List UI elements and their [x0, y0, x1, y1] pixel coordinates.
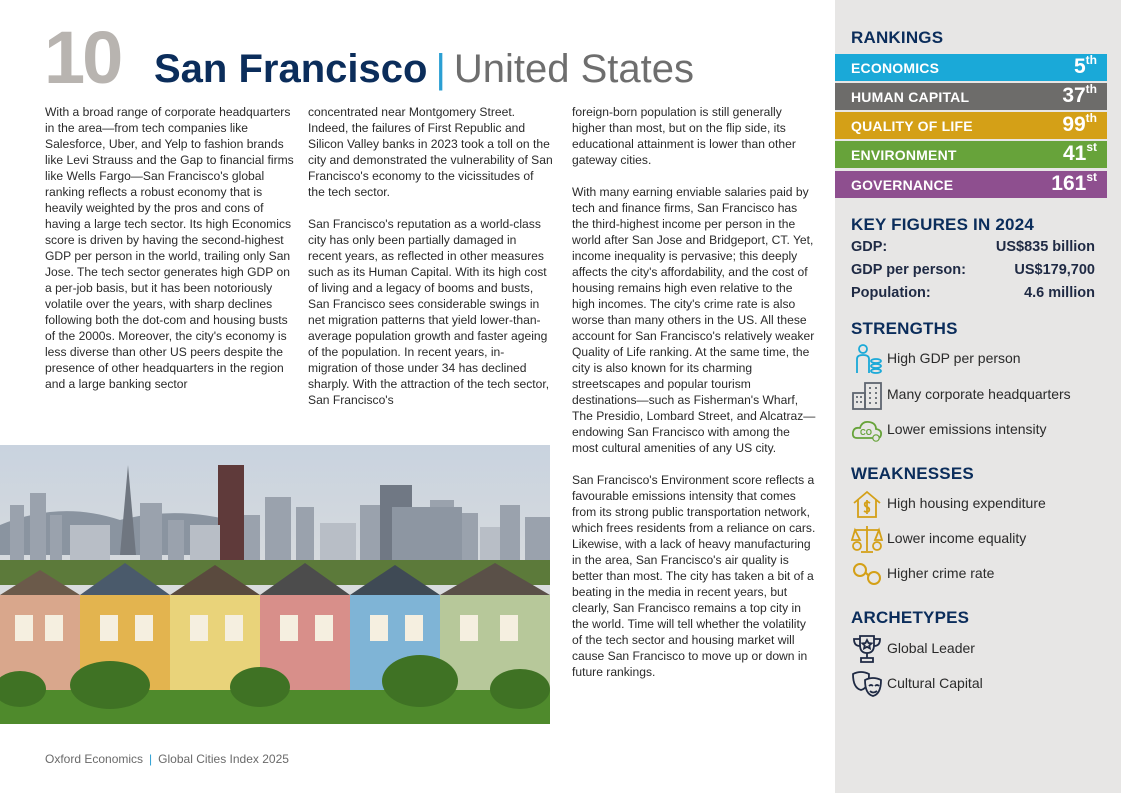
key-figure-population — [851, 285, 1095, 307]
key-figure-gdp-per-person — [851, 262, 1095, 284]
key-figures-heading: KEY FIGURES IN 2024 — [851, 215, 1034, 234]
country-name: United States — [453, 47, 694, 91]
paragraph: foreign-born population is still generally higher than most, but on the flip side, its educational attainment is lower than other gateway cities. — [572, 105, 796, 167]
person-coins-icon — [851, 343, 883, 375]
text-column-3 — [572, 104, 817, 696]
key-figure-value: US$179,700 — [1014, 262, 1095, 278]
title-separator: | — [435, 47, 446, 91]
ranking-label: GOVERNANCE — [851, 177, 954, 193]
key-figure-label: GDP: — [851, 239, 888, 255]
handcuffs-icon — [851, 558, 883, 590]
text-column-1 — [45, 104, 295, 408]
strength-label: High GDP per person — [887, 350, 1021, 366]
footer-report: Global Cities Index 2025 — [158, 752, 289, 766]
footer-publisher: Oxford Economics — [45, 752, 144, 766]
ranking-value: 161st — [1051, 170, 1097, 195]
ranking-value: 41st — [1062, 140, 1097, 165]
house-dollar-icon — [851, 488, 883, 520]
ranking-row-human-capital — [835, 83, 1107, 110]
key-figure-gdp — [851, 239, 1095, 261]
ranking-row-environment — [835, 141, 1107, 168]
key-figure-label: GDP per person: — [851, 262, 966, 278]
ranking-label: ENVIRONMENT — [851, 147, 957, 163]
page-title — [154, 42, 694, 105]
strength-label: Lower emissions intensity — [887, 421, 1047, 437]
scales-icon — [851, 523, 883, 555]
weaknesses-heading: WEAKNESSES — [851, 464, 974, 483]
paragraph: San Francisco's Environment score reflects a favourable emissions intensity that comes from its strong public transportation network, which frees residents from a reliance on cars. Likewise, with a lack of heavy manufacturing in the area, San Francisco's air quality is better than most. The city has taken a bit of a beating in the media in recent years, but clearly, San Francisco remains a top city in the world. Time will tell whether the volatility of the tech sector and housing market will cause San Francisco to move up or down in future rankings. — [572, 473, 816, 679]
paragraph: concentrated near Montgomery Street. Indeed, the failures of First Republic and Silicon Valley banks in 2023 took a toll on the city and demonstrated the vulnerability of San Francisco's economy to the vicissitudes of the tech sector. — [308, 105, 553, 199]
ranking-value: 5th — [1073, 53, 1097, 78]
painted-ladies-skyline-illustration — [0, 445, 550, 724]
strength-label: Many corporate headquarters — [887, 386, 1071, 402]
svg-text:CO: CO — [860, 428, 872, 437]
ranking-label: HUMAN CAPITAL — [851, 89, 970, 105]
archetype-label: Global Leader — [887, 640, 975, 656]
weakness-label: High housing expenditure — [887, 495, 1046, 511]
page-footer — [45, 752, 289, 766]
archetype-label: Cultural Capital — [887, 675, 983, 691]
archetypes-heading: ARCHETYPES — [851, 608, 970, 627]
buildings-icon — [851, 379, 883, 411]
key-figure-value: US$835 billion — [995, 239, 1095, 255]
city-name: San Francisco — [154, 47, 428, 91]
paragraph: With a broad range of corporate headquarters in the area—from tech companies like Salesforce, Uber, and Yelp to fashion brands like Levi Strauss and the Gap to financial firms like Wells Fargo—San Francisco's global ranking reflects a robust economy that is heavily weighted by the pros and cons of having a large tech sector. Its high Economics score is driven by having the second-highest GDP per person in the world, trailing only San Jose. The tech sector generates high GDP on a per-job basis, but it has been notoriously volatile over the years, with sharp declines following both the dot-com and housing busts of the 2000s. Moreover, the city's economy is less diverse than other US peers despite the presence of other headquarters in the region and a large banking sector — [45, 105, 294, 391]
paragraph: San Francisco's reputation as a world-class city has only been partially damaged in recent years, as reflected in other measures such as its Human Capital. With its high cost of living and a legacy of booms and busts, San Francisco sees considerable swings in net migration patterns that yield lower-than-average population growth and faster ageing of the population. In recent years, in-migration of those under 34 has declined sharply. With the attraction of the tech sector, San Francisco's — [308, 217, 550, 407]
city-photo — [0, 445, 550, 724]
key-figure-label: Population: — [851, 285, 931, 301]
ranking-value: 37th — [1062, 82, 1097, 107]
ranking-row-governance — [835, 171, 1107, 198]
ranking-row-economics — [835, 54, 1107, 81]
sidebar-panel — [835, 0, 1121, 793]
weakness-label: Lower income equality — [887, 530, 1027, 546]
ranking-label: ECONOMICS — [851, 60, 940, 76]
key-figure-value: 4.6 million — [1024, 285, 1095, 301]
rankings-heading: RANKINGS — [851, 28, 944, 47]
weakness-label: Higher crime rate — [887, 565, 995, 581]
trophy-icon — [851, 633, 883, 665]
text-column-2 — [308, 104, 553, 424]
ranking-value: 99th — [1062, 111, 1097, 136]
strengths-heading: STRENGTHS — [851, 319, 958, 338]
ranking-label: QUALITY OF LIFE — [851, 118, 973, 134]
co2-cloud-icon — [851, 414, 883, 446]
ranking-row-quality-of-life — [835, 112, 1107, 139]
paragraph: With many earning enviable salaries paid by tech and finance firms, San Francisco has the third-highest income per person in the world after San Jose and Bridgeport, CT. Yet, income inequality is pervasive; this deeply affects the city's affordability, and the cost of housing remains high even relative to the high incomes. The city's crime rate is also worse than many others in the US. All these account for San Francisco's relatively weaker Quality of Life ranking. At the same time, the city is also known for its charming streetscapes and popular tourism destinations—such as Fisherman's Wharf, The Presidio, Lombard Street, and Alcatraz—endowing San Francisco with among the most cultural amenities of any US city. — [572, 185, 816, 455]
masks-icon — [851, 668, 883, 700]
city-rank-number: 10 — [44, 16, 121, 99]
footer-separator: | — [149, 752, 153, 766]
